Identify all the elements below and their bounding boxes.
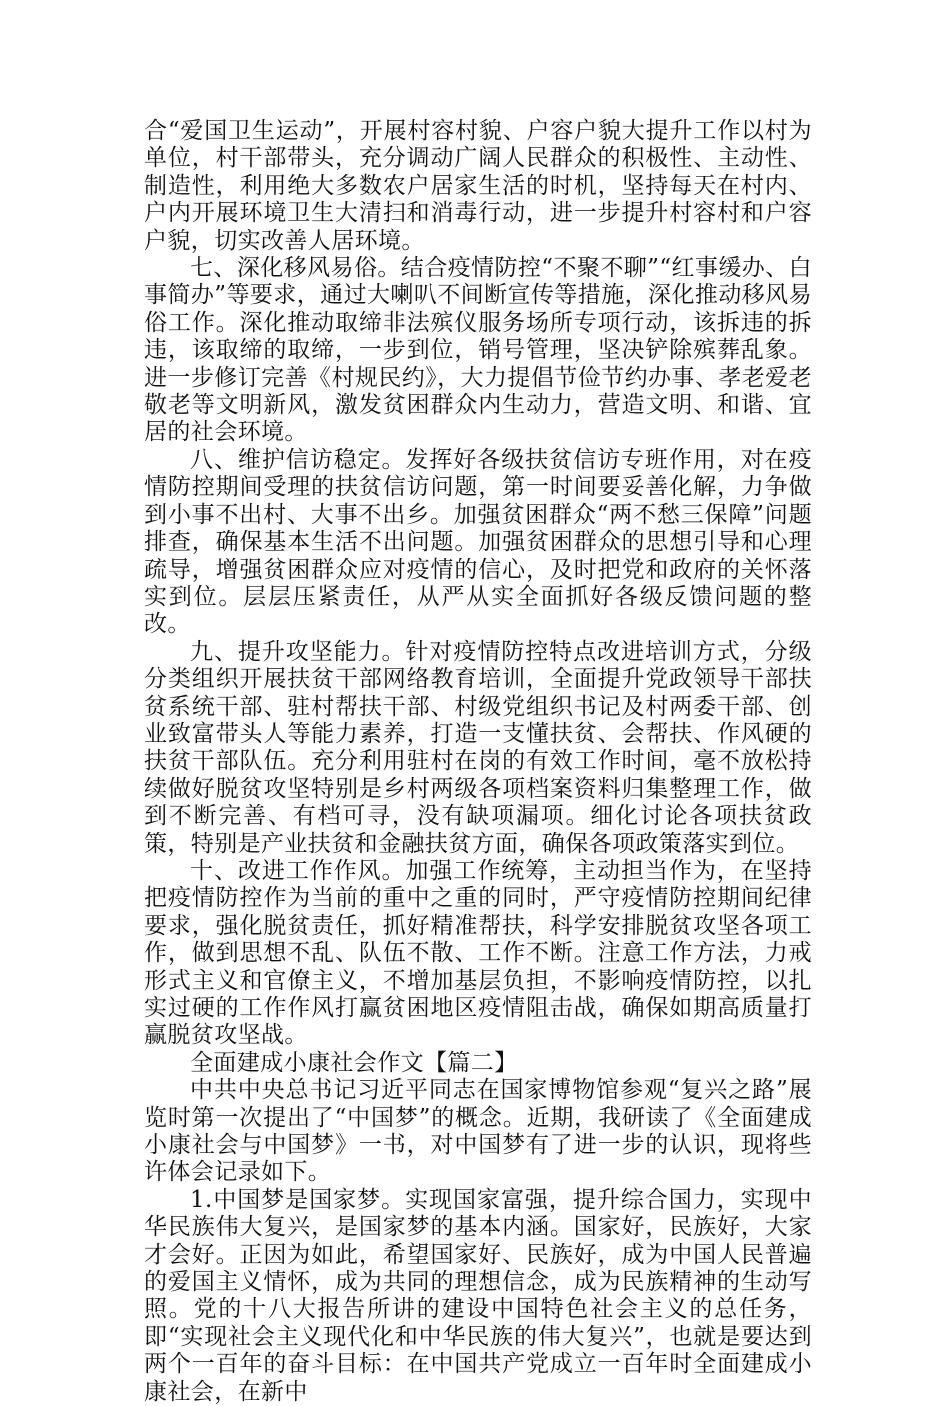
paragraph-section-eight: 八、维护信访稳定。发挥好各级扶贫信访专班作用，对在疫情防控期间受理的扶贫信访问题，第一时间要妥善化解，力争做到小事不出村、大事不出乡。加强贫困群众“两不愁三保障”问题排查，确保基本生活不出问题。加强贫困群众的思想引导和心理疏导，增强贫困群众应对疫情的信心，及时把党和政府的关怀落实到位。层层压紧责任，从严从实全面抓好各级反馈问题的整改。 xyxy=(144,446,812,638)
paragraph-continuation: 合“爱国卫生运动”，开展村容村貌、户容户貌大提升工作以村为单位，村干部带头，充分调动广阔人民群众的积极性、主动性、制造性，利用绝大多数农户居家生活的时机，坚持每天在村内、户内开展环境卫生大清扫和消毒行动，进一步提升村容村和户容户貌，切实改善人居环境。 xyxy=(144,118,812,254)
paragraph-intro: 中共中央总书记习近平同志在国家博物馆参观“复兴之路”展览时第一次提出了“中国梦”的概念。近期，我研读了《全面建成小康社会与中国梦》一书，对中国梦有了进一步的认识，现将些许体会记录如下。 xyxy=(144,1077,812,1186)
paragraph-section-seven: 七、深化移风易俗。结合疫情防控“不聚不聊”“红事缓办、白事简办”等要求，通过大喇叭不间断宣传等措施，深化推动移风易俗工作。深化推动取缔非法殡仪服务场所专项行动，该拆违的拆违，该取缔的取缔，一步到位，销号管理，坚决铲除殡葬乱象。进一步修订完善《村规民约》，大力提倡节俭节约办事、孝老爱老敬老等文明新风，激发贫困群众内生动力，营造文明、和谐、宜居的社会环境。 xyxy=(144,255,812,446)
paragraph-section-ten: 十、改进工作作风。加强工作统筹，主动担当作为，在坚持把疫情防控作为当前的重中之重的同时，严守疫情防控期间纪律要求，强化脱贫责任，抓好精准帮扶，科学安排脱贫攻坚各项工作，做到思想不乱、队伍不散、工作不断。注意工作方法，力戒形式主义和官僚主义，不增加基层负担，不影响疫情防控，以扎实过硬的工作作风打赢贫困地区疫情阻击战，确保如期高质量打赢脱贫攻坚战。 xyxy=(144,857,812,1049)
paragraph-point-one: 1.中国梦是国家梦。实现国家富强，提升综合国力，实现中华民族伟大复兴，是国家梦的基本内涵。国家好，民族好，大家才会好。正因为如此，希望国家好、民族好，成为中国人民普遍的爱国主义情怀，成为共同的理想信念，成为民族精神的生动写照。党的十八大报告所讲的建设中国特色社会主义的总任务，即“实现社会主义现代化和中华民族的伟大复兴”，也就是要达到两个一百年的奋斗目标：在中国共产党成立一百年时全面建成小康社会，在新中 xyxy=(144,1186,812,1405)
paragraph-section-nine: 九、提升攻坚能力。针对疫情防控特点改进培训方式，分级分类组织开展扶贫干部网络教育培训，全面提升党政领导干部扶贫系统干部、驻村帮扶干部、村级党组织书记及村两委干部、创业致富带头人等能力素养，打造一支懂扶贫、会帮扶、作风硬的扶贫干部队伍。充分利用驻村在岗的有效工作时间，毫不放松持续做好脱贫攻坚特别是乡村两级各项档案资料归集整理工作，做到不断完善、有档可寻，没有缺项漏项。细化讨论各项扶贫政策，特别是产业扶贫和金融扶贫方面，确保各项政策落实到位。 xyxy=(144,638,812,857)
essay-heading: 全面建成小康社会作文【篇二】 xyxy=(190,1049,518,1076)
document-body xyxy=(144,118,812,1406)
